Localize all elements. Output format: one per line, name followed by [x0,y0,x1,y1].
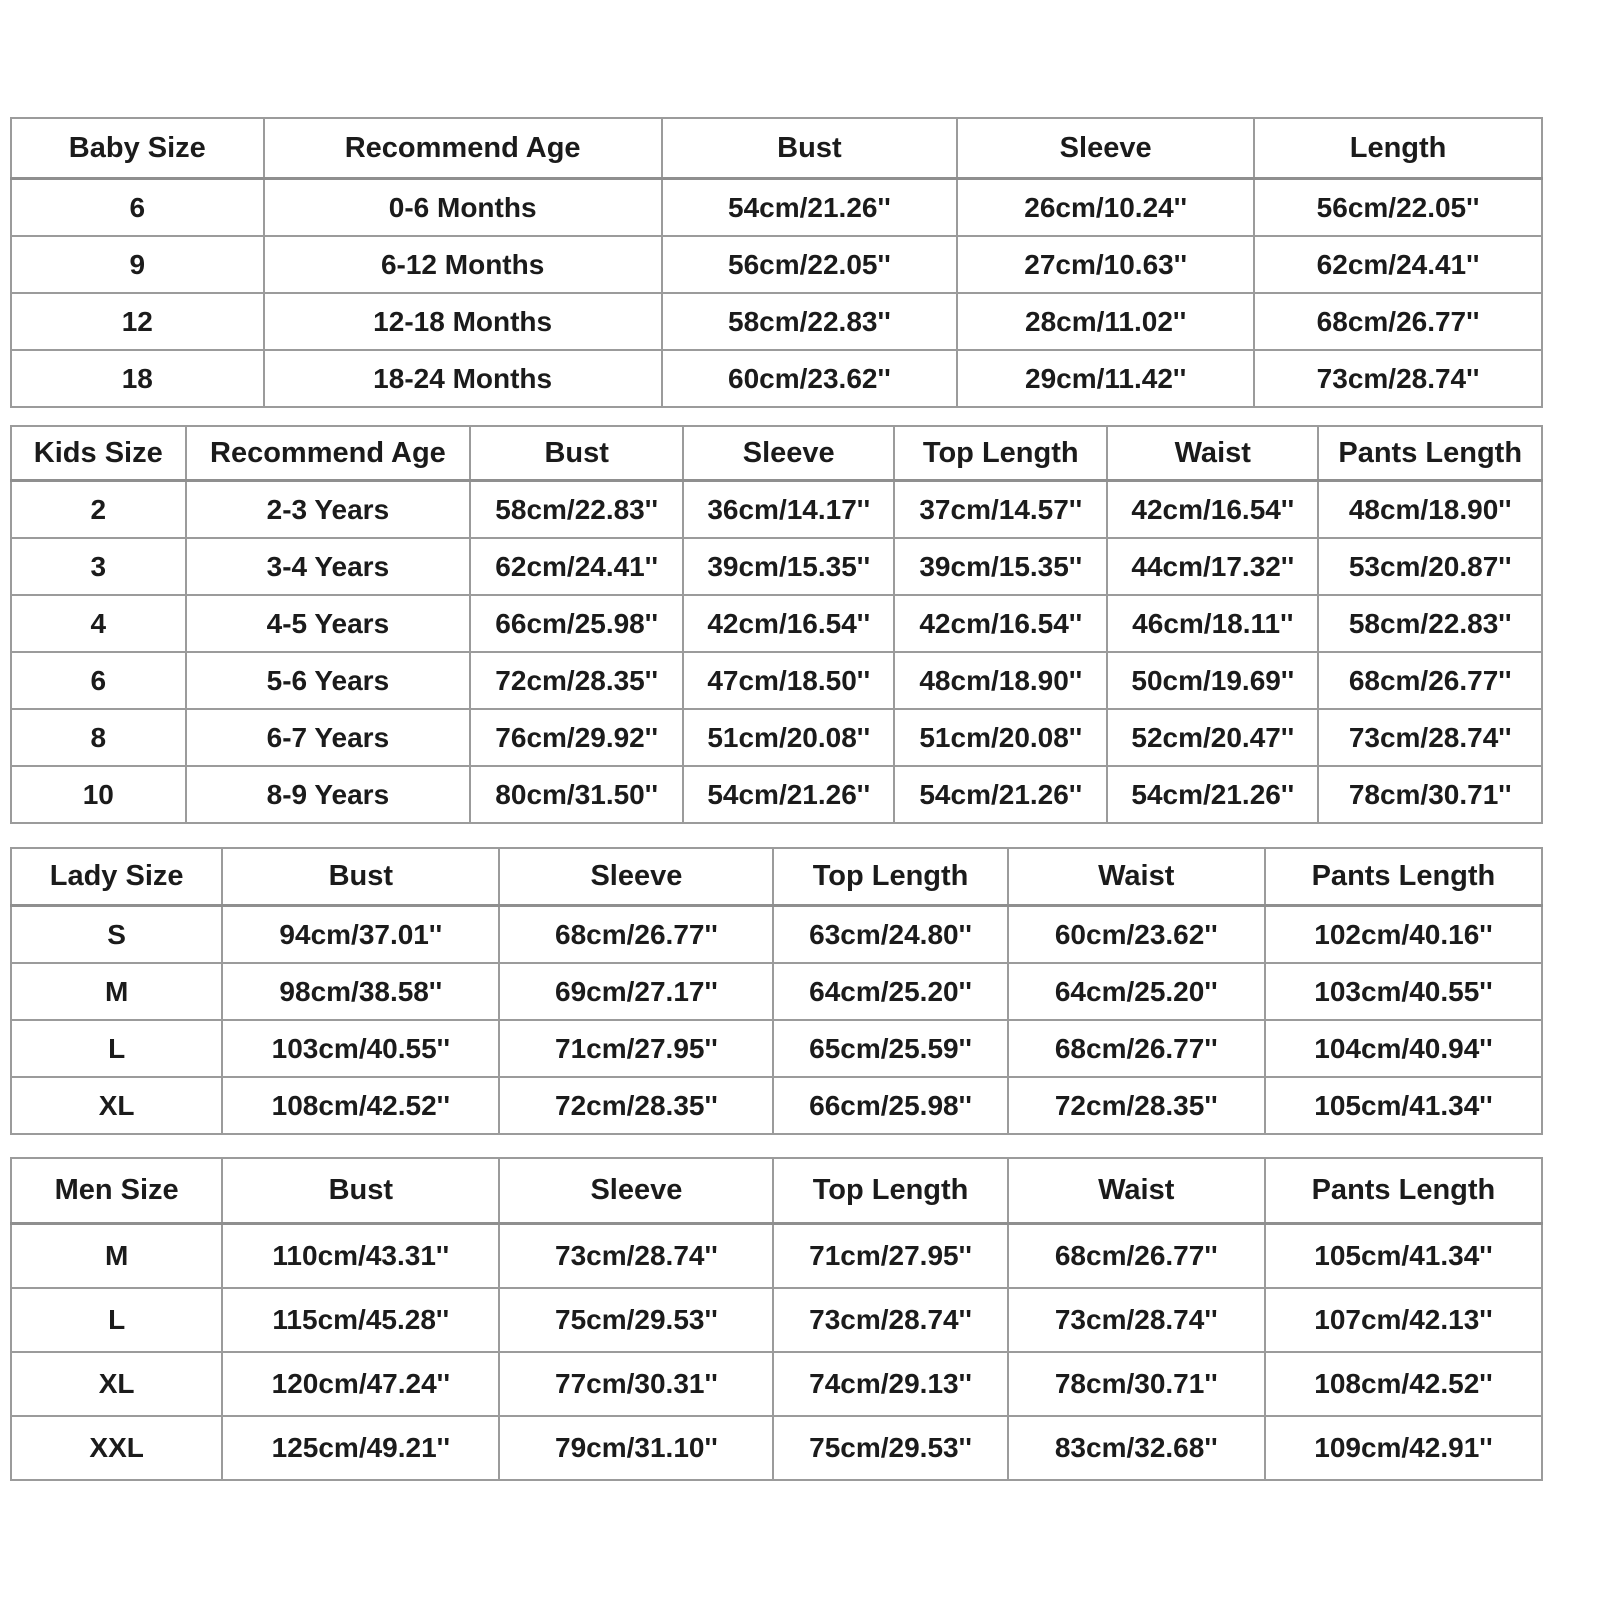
measurement-cell: 6-7 Years [186,709,471,766]
column-header: Men Size [11,1158,222,1224]
column-header: Baby Size [11,118,264,179]
measurement-cell: 48cm/18.90'' [1318,481,1542,539]
measurement-cell: 27cm/10.63'' [957,236,1254,293]
table-row [11,709,1542,766]
measurement-cell: 54cm/21.26'' [894,766,1107,823]
measurement-cell: 80cm/31.50'' [470,766,683,823]
measurement-cell: 73cm/28.74'' [1254,350,1542,407]
lady-size-chart [10,847,1543,1135]
measurement-cell: 6-12 Months [264,236,662,293]
column-header: Sleeve [957,118,1254,179]
measurement-cell: 65cm/25.59'' [773,1020,1007,1077]
measurement-cell: 68cm/26.77'' [499,906,773,964]
measurement-cell: 94cm/37.01'' [222,906,499,964]
size-cell: 18 [11,350,264,407]
table-row [11,481,1542,539]
header-row [11,848,1542,906]
measurement-cell: 64cm/25.20'' [1008,963,1265,1020]
measurement-cell: 78cm/30.71'' [1318,766,1542,823]
measurement-cell: 39cm/15.35'' [683,538,894,595]
measurement-cell: 47cm/18.50'' [683,652,894,709]
measurement-cell: 42cm/16.54'' [683,595,894,652]
table-row [11,1288,1542,1352]
column-header: Length [1254,118,1542,179]
measurement-cell: 60cm/23.62'' [662,350,957,407]
size-cell: L [11,1288,222,1352]
column-header: Bust [662,118,957,179]
measurement-cell: 56cm/22.05'' [662,236,957,293]
measurement-cell: 115cm/45.28'' [222,1288,499,1352]
measurement-cell: 58cm/22.83'' [662,293,957,350]
measurement-cell: 2-3 Years [186,481,471,539]
measurement-cell: 3-4 Years [186,538,471,595]
measurement-cell: 107cm/42.13'' [1265,1288,1542,1352]
measurement-cell: 102cm/40.16'' [1265,906,1542,964]
measurement-cell: 109cm/42.91'' [1265,1416,1542,1480]
measurement-cell: 110cm/43.31'' [222,1224,499,1289]
measurement-cell: 103cm/40.55'' [222,1020,499,1077]
measurement-cell: 48cm/18.90'' [894,652,1107,709]
measurement-cell: 75cm/29.53'' [499,1288,773,1352]
table-row [11,1077,1542,1134]
size-cell: M [11,1224,222,1289]
column-header: Sleeve [499,848,773,906]
table-row [11,1224,1542,1289]
measurement-cell: 0-6 Months [264,179,662,237]
table-row [11,1352,1542,1416]
column-header: Bust [222,848,499,906]
measurement-cell: 60cm/23.62'' [1008,906,1265,964]
measurement-cell: 28cm/11.02'' [957,293,1254,350]
measurement-cell: 98cm/38.58'' [222,963,499,1020]
measurement-cell: 68cm/26.77'' [1008,1224,1265,1289]
size-cell: 2 [11,481,186,539]
measurement-cell: 108cm/42.52'' [222,1077,499,1134]
size-cell: 8 [11,709,186,766]
measurement-cell: 78cm/30.71'' [1008,1352,1265,1416]
measurement-cell: 63cm/24.80'' [773,906,1007,964]
measurement-cell: 73cm/28.74'' [499,1224,773,1289]
table-row [11,236,1542,293]
measurement-cell: 125cm/49.21'' [222,1416,499,1480]
measurement-cell: 68cm/26.77'' [1008,1020,1265,1077]
column-header: Top Length [773,1158,1007,1224]
column-header: Sleeve [499,1158,773,1224]
measurement-cell: 120cm/47.24'' [222,1352,499,1416]
column-header: Recommend Age [186,426,471,481]
measurement-cell: 42cm/16.54'' [1107,481,1318,539]
measurement-cell: 83cm/32.68'' [1008,1416,1265,1480]
measurement-cell: 62cm/24.41'' [1254,236,1542,293]
column-header: Bust [222,1158,499,1224]
size-charts-container [10,117,1543,1481]
table-row [11,652,1542,709]
men-size-chart [10,1157,1543,1481]
measurement-cell: 79cm/31.10'' [499,1416,773,1480]
measurement-cell: 54cm/21.26'' [662,179,957,237]
size-cell: XL [11,1352,222,1416]
measurement-cell: 73cm/28.74'' [1318,709,1542,766]
men-size-table [10,1157,1543,1481]
measurement-cell: 54cm/21.26'' [1107,766,1318,823]
measurement-cell: 108cm/42.52'' [1265,1352,1542,1416]
column-header: Top Length [894,426,1107,481]
column-header: Sleeve [683,426,894,481]
measurement-cell: 68cm/26.77'' [1254,293,1542,350]
baby-size-chart [10,117,1543,408]
table-row [11,963,1542,1020]
table-row [11,538,1542,595]
table-row [11,179,1542,237]
measurement-cell: 76cm/29.92'' [470,709,683,766]
measurement-cell: 72cm/28.35'' [1008,1077,1265,1134]
size-cell: 6 [11,179,264,237]
size-cell: L [11,1020,222,1077]
size-cell: M [11,963,222,1020]
kids-size-table [10,425,1543,824]
column-header: Waist [1008,848,1265,906]
measurement-cell: 26cm/10.24'' [957,179,1254,237]
measurement-cell: 12-18 Months [264,293,662,350]
measurement-cell: 4-5 Years [186,595,471,652]
measurement-cell: 72cm/28.35'' [499,1077,773,1134]
column-header: Pants Length [1265,848,1542,906]
measurement-cell: 8-9 Years [186,766,471,823]
size-cell: 6 [11,652,186,709]
table-row [11,906,1542,964]
measurement-cell: 71cm/27.95'' [773,1224,1007,1289]
column-header: Pants Length [1265,1158,1542,1224]
measurement-cell: 68cm/26.77'' [1318,652,1542,709]
measurement-cell: 74cm/29.13'' [773,1352,1007,1416]
measurement-cell: 5-6 Years [186,652,471,709]
measurement-cell: 64cm/25.20'' [773,963,1007,1020]
table-row [11,1416,1542,1480]
header-row [11,1158,1542,1224]
measurement-cell: 73cm/28.74'' [1008,1288,1265,1352]
measurement-cell: 44cm/17.32'' [1107,538,1318,595]
baby-size-table [10,117,1543,408]
table-row [11,350,1542,407]
measurement-cell: 51cm/20.08'' [894,709,1107,766]
measurement-cell: 42cm/16.54'' [894,595,1107,652]
size-cell: 10 [11,766,186,823]
column-header: Waist [1008,1158,1265,1224]
column-header: Waist [1107,426,1318,481]
measurement-cell: 18-24 Months [264,350,662,407]
size-cell: S [11,906,222,964]
measurement-cell: 52cm/20.47'' [1107,709,1318,766]
table-row [11,766,1542,823]
size-cell: XL [11,1077,222,1134]
measurement-cell: 53cm/20.87'' [1318,538,1542,595]
measurement-cell: 62cm/24.41'' [470,538,683,595]
measurement-cell: 103cm/40.55'' [1265,963,1542,1020]
size-cell: 4 [11,595,186,652]
table-row [11,1020,1542,1077]
measurement-cell: 29cm/11.42'' [957,350,1254,407]
measurement-cell: 73cm/28.74'' [773,1288,1007,1352]
header-row [11,426,1542,481]
measurement-cell: 36cm/14.17'' [683,481,894,539]
measurement-cell: 58cm/22.83'' [470,481,683,539]
column-header: Top Length [773,848,1007,906]
measurement-cell: 72cm/28.35'' [470,652,683,709]
measurement-cell: 51cm/20.08'' [683,709,894,766]
measurement-cell: 77cm/30.31'' [499,1352,773,1416]
measurement-cell: 37cm/14.57'' [894,481,1107,539]
header-row [11,118,1542,179]
measurement-cell: 46cm/18.11'' [1107,595,1318,652]
size-cell: XXL [11,1416,222,1480]
kids-size-chart [10,425,1543,824]
measurement-cell: 75cm/29.53'' [773,1416,1007,1480]
measurement-cell: 56cm/22.05'' [1254,179,1542,237]
table-row [11,293,1542,350]
column-header: Lady Size [11,848,222,906]
measurement-cell: 66cm/25.98'' [773,1077,1007,1134]
measurement-cell: 105cm/41.34'' [1265,1077,1542,1134]
column-header: Pants Length [1318,426,1542,481]
lady-size-table [10,847,1543,1135]
size-cell: 9 [11,236,264,293]
column-header: Kids Size [11,426,186,481]
measurement-cell: 50cm/19.69'' [1107,652,1318,709]
measurement-cell: 71cm/27.95'' [499,1020,773,1077]
measurement-cell: 66cm/25.98'' [470,595,683,652]
size-cell: 3 [11,538,186,595]
measurement-cell: 105cm/41.34'' [1265,1224,1542,1289]
measurement-cell: 58cm/22.83'' [1318,595,1542,652]
measurement-cell: 39cm/15.35'' [894,538,1107,595]
measurement-cell: 69cm/27.17'' [499,963,773,1020]
column-header: Recommend Age [264,118,662,179]
measurement-cell: 104cm/40.94'' [1265,1020,1542,1077]
size-cell: 12 [11,293,264,350]
measurement-cell: 54cm/21.26'' [683,766,894,823]
column-header: Bust [470,426,683,481]
table-row [11,595,1542,652]
